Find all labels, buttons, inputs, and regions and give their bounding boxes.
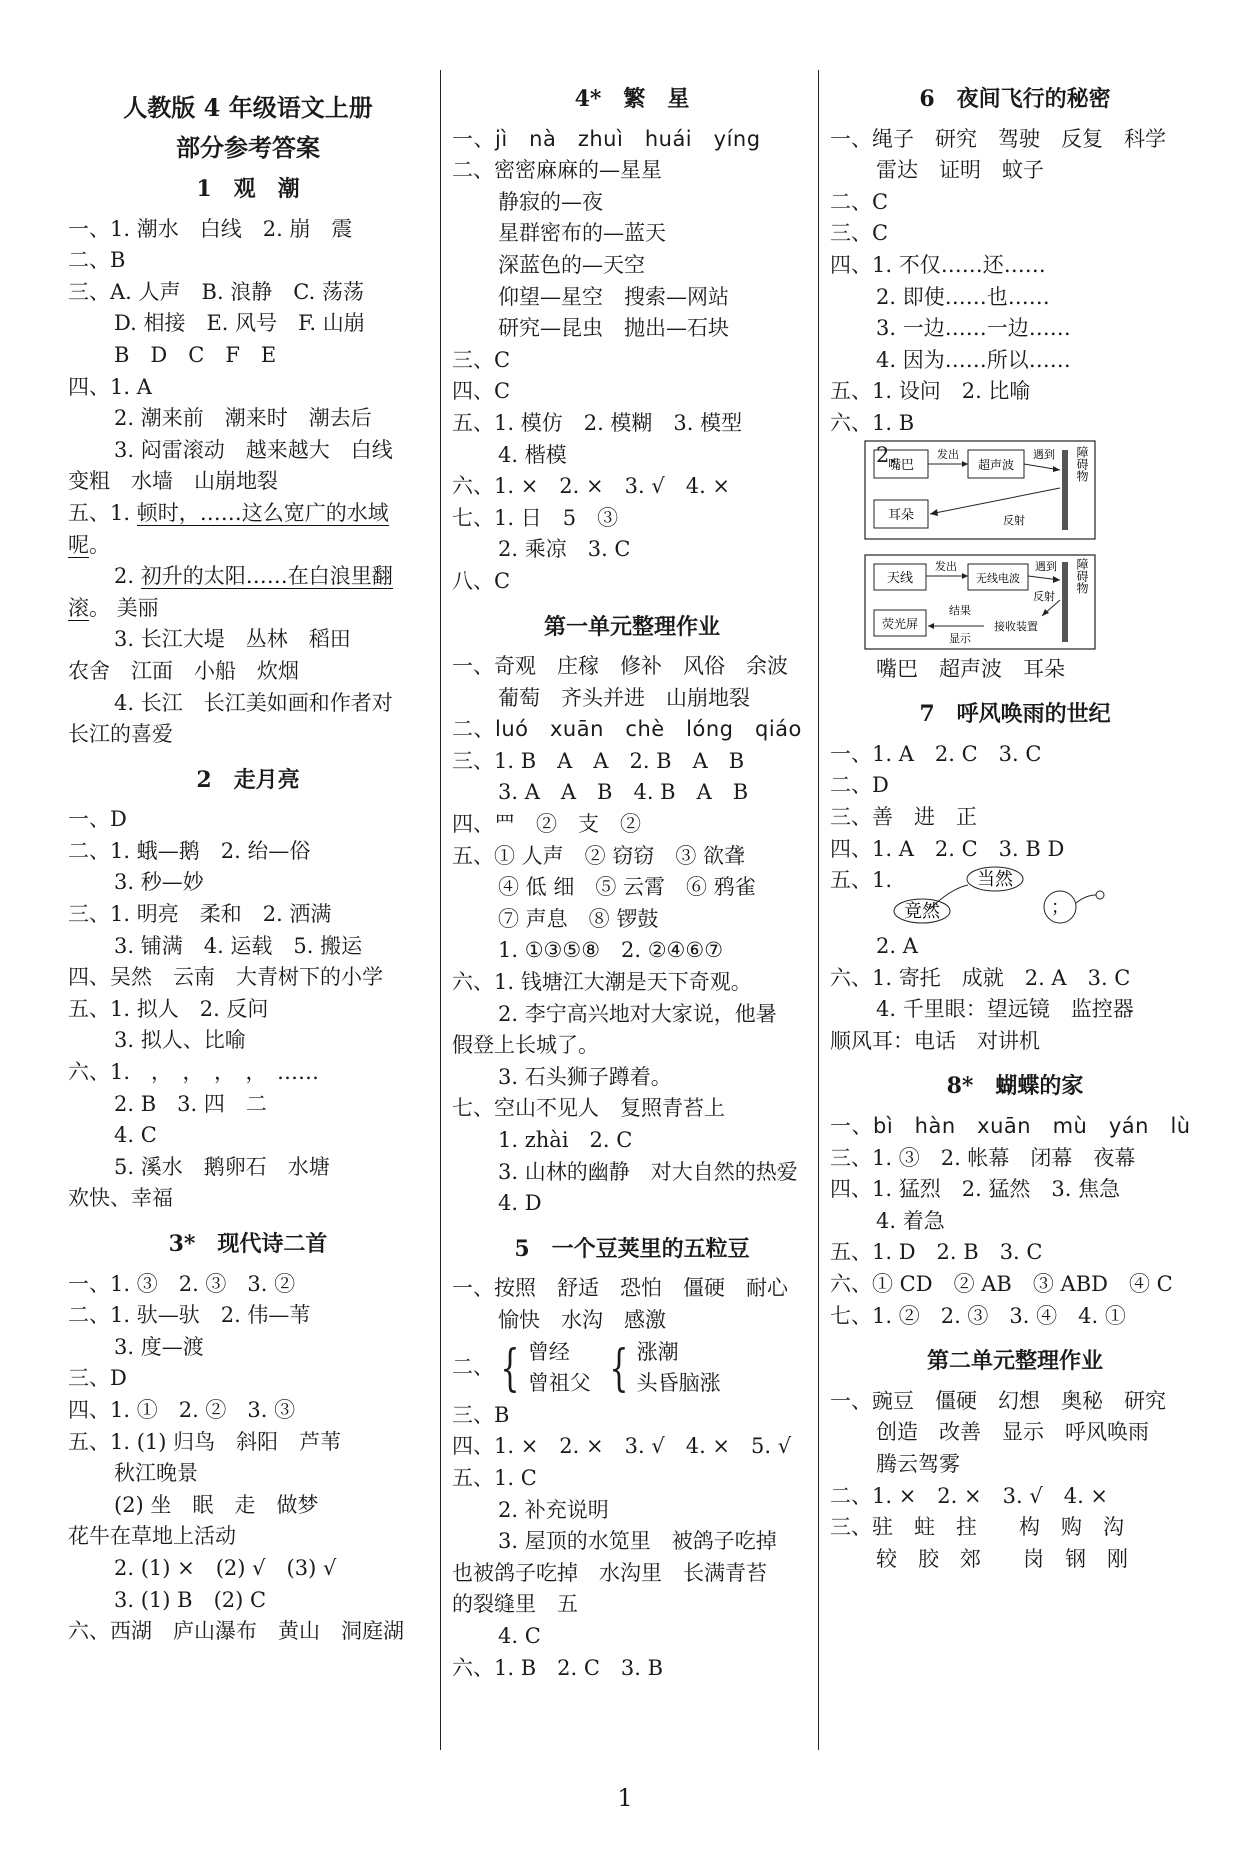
column-1 bbox=[68, 78, 428, 1648]
answer-line: 五、1. C bbox=[452, 1465, 537, 1490]
answer-line: 4. 楷模 bbox=[498, 442, 567, 467]
answer-line: 静寂的—夜 bbox=[498, 189, 603, 214]
display-label: 显示 bbox=[949, 631, 971, 645]
answer-line: 3. 山林的幽静 对大自然的热爱 bbox=[498, 1159, 798, 1184]
screen-label: 荧光屏 bbox=[881, 616, 919, 631]
answer-line: 六、1. 钱塘江大潮是天下奇观。 bbox=[452, 970, 752, 995]
reflect-label: 反射 bbox=[1033, 589, 1055, 603]
answer-line: 4. C bbox=[498, 1623, 541, 1648]
answer-line: 变粗 水墙 山崩地裂 bbox=[68, 469, 278, 494]
underlined-answer: 五、1. 顿时，……这么宽广的水域 bbox=[68, 500, 389, 525]
lesson-8-title: 8* 蝴蝶的家 bbox=[946, 1073, 1084, 1100]
answer-line: 六、西湖 庐山瀑布 黄山 洞庭湖 bbox=[68, 1619, 404, 1644]
answer-line: 二、C bbox=[830, 189, 889, 214]
answer-line: D. 相接 E. 风号 F. 山崩 bbox=[114, 311, 365, 336]
answer-line: 顺风耳：电话 对讲机 bbox=[830, 1028, 1040, 1053]
lesson-7-title: 7 呼风唤雨的世纪 bbox=[919, 701, 1111, 728]
answer-line: 2. (1) × (2) √ (3) √ bbox=[114, 1555, 337, 1580]
answer-line: 四、1. 不仅……还…… bbox=[830, 252, 1046, 277]
answer-line: 三、善 进 正 bbox=[830, 804, 977, 829]
answer-line: 2. A bbox=[876, 934, 918, 959]
answer-line: 一、绳子 研究 驾驶 反复 科学 bbox=[830, 126, 1166, 151]
answer-line: 三、C bbox=[452, 347, 511, 372]
answer-line: 三、驻 蛀 拄 构 购 沟 bbox=[830, 1515, 1124, 1540]
lesson-2-answers bbox=[68, 804, 428, 1215]
answer-line: 4. C bbox=[114, 1123, 157, 1148]
answer-line: 四、C bbox=[452, 379, 511, 404]
answer-line: 七、1. 日 5 ③ bbox=[452, 505, 619, 530]
answer-line: 五、1. 拟人 2. 反问 bbox=[68, 996, 269, 1021]
answer-line: 一、1. ③ 2. ③ 3. ② bbox=[68, 1271, 296, 1296]
lesson-6-title: 6 夜间飞行的秘密 bbox=[919, 86, 1111, 112]
ear-label: 耳朵 bbox=[887, 507, 915, 523]
answer-line: 六、1. ， ， ， ， …… bbox=[68, 1060, 320, 1085]
answer-line: 四、1. A 2. C 3. B D bbox=[830, 836, 1065, 861]
answer-line: 2. 补充说明 bbox=[498, 1497, 609, 1522]
book-title: 人教版 4 年级语文上册 bbox=[123, 93, 373, 122]
answer-line: (2) 坐 眠 走 做梦 bbox=[114, 1492, 319, 1517]
lesson-4-answers bbox=[452, 124, 812, 598]
answer-line: 4. 长江 长江美如画和作者对 bbox=[114, 690, 393, 715]
answer-line: 3. 屋顶的水笕里 被鸽子吃掉 bbox=[498, 1529, 777, 1554]
answer-line: 欢快、幸福 bbox=[68, 1186, 173, 1211]
meet-label: 遇到 bbox=[1035, 559, 1057, 573]
answer-line: 三、1. ③ 2. 帐幕 闭幕 夜幕 bbox=[830, 1145, 1136, 1170]
answer-line: 3. 铺满 4. 运载 5. 搬运 bbox=[114, 933, 363, 958]
lesson-4-title: 4* 繁 星 bbox=[574, 86, 690, 112]
semicolon-label: ； bbox=[1051, 897, 1069, 919]
answer-line: 二、1. 驮—驮 2. 伟—苇 bbox=[68, 1303, 311, 1328]
answer-line: 三、D bbox=[68, 1366, 127, 1391]
jingran-label: 竟然 bbox=[904, 901, 940, 923]
answer-line: 一、按照 舒适 恐怕 僵硬 耐心 bbox=[452, 1276, 788, 1301]
answer-line: 2. 潮来前 潮来时 潮去后 bbox=[114, 406, 372, 431]
answer-line: 一、D bbox=[68, 807, 127, 832]
dangran-label: 当然 bbox=[977, 869, 1013, 891]
column-2 bbox=[452, 78, 812, 1684]
answer-line: 腾云驾雾 bbox=[876, 1452, 960, 1476]
book-subtitle: 部分参考答案 bbox=[176, 133, 320, 162]
underlined-sentence: 初升的太阳……在白浪里翻 bbox=[140, 564, 393, 589]
lesson-3-answers bbox=[68, 1269, 428, 1648]
answer-line: 七、1. ② 2. ③ 3. ④ 4. ① bbox=[830, 1303, 1126, 1328]
emit-label: 发出 bbox=[935, 559, 957, 573]
diagram-block: 2. 嘴巴 发出 超声波 遇到 障碍物 耳朵 反射 天线 发出 无线电波 遇到 障碍物 荧光屏 结果 显示 接收装置 反射 bbox=[830, 440, 1200, 650]
lesson-6-answers bbox=[830, 124, 1200, 686]
antenna-label: 天线 bbox=[886, 570, 914, 586]
lesson-3-title: 3* 现代诗二首 bbox=[168, 1231, 328, 1257]
answer-line: 五、1. 模仿 2. 模糊 3. 模型 bbox=[452, 410, 743, 435]
answer-line: 六、1. × 2. × 3. √ 4. × bbox=[452, 474, 731, 499]
answer-line: 2. 李宁高兴地对大家说，他暑 bbox=[498, 1001, 777, 1026]
answer-line: 5. 溪水 鹅卵石 水塘 bbox=[114, 1154, 330, 1179]
answer-line: 葡萄 齐头并进 山崩地裂 bbox=[498, 685, 750, 710]
answer-line: 一、奇观 庄稼 修补 风俗 余波 bbox=[452, 654, 788, 679]
obstacle-label: 障碍物 bbox=[1075, 445, 1089, 482]
answer-line: 3. A A B 4. B A B bbox=[498, 780, 749, 805]
answer-line: 四、吴然 云南 大青树下的小学 bbox=[68, 965, 383, 990]
answer-line: 农舍 江面 小船 炊烟 bbox=[68, 658, 299, 683]
underlined-answer: 呢。 bbox=[68, 532, 110, 557]
answer-line: 二、密密麻麻的—星星 bbox=[452, 158, 662, 183]
answer-line: 二、1. 蛾—鹅 2. 绐—俗 bbox=[68, 838, 311, 863]
answer-line: 七、空山不见人 复照青苔上 bbox=[452, 1096, 725, 1121]
answer-line: 一、1. A 2. C 3. C bbox=[830, 741, 1042, 766]
answer-line: 四、罒 ② 支 ② bbox=[452, 812, 641, 837]
answer-line: 花牛在草地上活动 bbox=[68, 1524, 236, 1549]
answer-line: 3. (1) B (2) C bbox=[114, 1587, 267, 1612]
unit-2-answers bbox=[830, 1386, 1200, 1576]
underlined-answer: 滚。 美丽 bbox=[68, 595, 159, 620]
answer-line: 3. 一边……一边…… bbox=[876, 316, 1071, 341]
result-label: 结果 bbox=[949, 603, 971, 617]
answer-line: ⑦ 声息 ⑧ 锣鼓 bbox=[498, 906, 659, 931]
answer-line: 秋江晚景 bbox=[114, 1461, 198, 1486]
lesson-1-title: 1 观 潮 bbox=[196, 176, 300, 202]
answer-line: 四、1. ① 2. ② 3. ③ bbox=[68, 1397, 296, 1422]
answer-line: 的裂缝里 五 bbox=[452, 1592, 578, 1617]
underlined-sentence: 顿时，……这么宽广的水域 bbox=[136, 500, 389, 525]
answer-line: 四、1. × 2. × 3. √ 4. × 5. √ bbox=[452, 1434, 792, 1459]
answer-line: 3. 石头狮子蹲着。 bbox=[498, 1064, 672, 1089]
lesson-7-answers bbox=[830, 739, 1200, 1058]
answer-line: 愉快 水沟 感激 bbox=[498, 1307, 666, 1332]
radio-wave-label: 无线电波 bbox=[976, 571, 1020, 585]
answer-line: 2. 即使……也…… bbox=[876, 284, 1050, 309]
answer-line: 三、C bbox=[830, 221, 889, 246]
answer-line: 四、1. A bbox=[68, 374, 152, 399]
answer-line: 八、C bbox=[452, 568, 511, 593]
answer-line: ④ 低 细 ⑤ 云霄 ⑥ 鸦雀 bbox=[498, 875, 756, 900]
answer-line: 2. 乘凉 3. C bbox=[498, 537, 631, 562]
answer-line: 3. 拟人、比喻 bbox=[114, 1028, 246, 1053]
answer-line: 五、1. D 2. B 3. C bbox=[830, 1240, 1043, 1265]
answer-line: 六、1. 寄托 成就 2. A 3. C bbox=[830, 965, 1131, 990]
answer-line: 五、① 人声 ② 窃窃 ③ 欲聋 bbox=[452, 843, 746, 868]
answer-line: 三、1. 明亮 柔和 2. 洒满 bbox=[68, 902, 332, 927]
answer-line: 4. 千里眼：望远镜 监控器 bbox=[876, 997, 1134, 1022]
answer-line: 4. 着急 bbox=[876, 1208, 945, 1233]
unit-1-title: 第一单元整理作业 bbox=[543, 613, 720, 640]
answer-line: 3. 闷雷滚动 越来越大 白线 bbox=[114, 437, 393, 462]
answer-line: 研究—昆虫 抛出—石块 bbox=[498, 316, 729, 341]
lesson-8-answers bbox=[830, 1111, 1200, 1332]
answer-line: 四、1. 猛烈 2. 猛然 3. 焦急 bbox=[830, 1177, 1121, 1202]
lesson-2-title: 2 走月亮 bbox=[196, 766, 300, 793]
answer-line: 五、1. 设问 2. 比喻 bbox=[830, 379, 1031, 404]
answer-line: 六、1. B 2. C 3. B bbox=[452, 1655, 664, 1680]
answer-line: 嘴巴 超声波 耳朵 bbox=[876, 656, 1065, 681]
pinyin-line: 一、bì hàn xuān mù yán lù bbox=[830, 1114, 1191, 1139]
answer-line: 三、B bbox=[452, 1402, 510, 1427]
answer-line: 二、B bbox=[68, 248, 126, 273]
bat-echolocation-diagram bbox=[864, 440, 1096, 540]
radar-diagram bbox=[864, 554, 1096, 650]
lesson-1-answers bbox=[68, 214, 428, 751]
answer-line: 深蓝色的—天空 bbox=[498, 252, 645, 277]
page-number: 1 bbox=[617, 1784, 633, 1812]
underlined-answer: 2. 初升的太阳……在白浪里翻 bbox=[114, 564, 393, 589]
obstacle-label: 障碍物 bbox=[1075, 557, 1089, 594]
answer-line: 二、D bbox=[830, 773, 889, 798]
answer-line: 1. zhài 2. C bbox=[498, 1128, 633, 1152]
answer-line: B D C F E bbox=[114, 342, 277, 367]
answer-line: 1. ①③⑤⑧ 2. ②④⑥⑦ bbox=[498, 938, 724, 963]
answer-line: 五、1. (1) 归鸟 斜阳 芦苇 bbox=[68, 1429, 342, 1454]
answer-line: 雷达 证明 蚊子 bbox=[876, 158, 1044, 183]
answer-line: 一、1. 潮水 白线 2. 崩 震 bbox=[68, 216, 353, 241]
answer-line: 也被鸽子吃掉 水沟里 长满青苔 bbox=[452, 1560, 767, 1585]
unit-1-answers bbox=[452, 651, 812, 1220]
brace-icon: { bbox=[500, 1339, 520, 1398]
answer-line: 三、A. 人声 B. 浪静 C. 荡荡 bbox=[68, 279, 364, 304]
mouth-label: 嘴巴 bbox=[887, 457, 915, 473]
answer-line: 六、① CD ② AB ③ ABD ④ C bbox=[830, 1272, 1173, 1297]
meet-label: 遇到 bbox=[1033, 447, 1055, 461]
answer-line: 3. 度—渡 bbox=[114, 1334, 204, 1359]
obstacle-bar bbox=[1062, 562, 1068, 642]
answer-line: 3. 长江大堤 丛林 稻田 bbox=[114, 627, 351, 652]
answer-line: 仰望—星空 搜索—网站 bbox=[498, 284, 729, 309]
brace-group: 二、 { 曾经 曾祖父 { 涨潮 头昏脑涨 bbox=[452, 1339, 721, 1398]
column-divider-2 bbox=[818, 70, 819, 1750]
lesson-5-title: 5 一个豆荚里的五粒豆 bbox=[514, 1235, 750, 1262]
column-3 bbox=[830, 78, 1200, 1575]
unit-2-title: 第二单元整理作业 bbox=[926, 1348, 1103, 1375]
answer-line: 二、1. × 2. × 3. √ 4. × bbox=[830, 1483, 1109, 1508]
emit-label: 发出 bbox=[937, 447, 959, 461]
answer-line: 创造 改善 显示 呼风唤雨 bbox=[876, 1420, 1149, 1445]
answer-line: 三、1. B A A 2. B A B bbox=[452, 748, 745, 773]
answer-line: 六、1. B bbox=[830, 410, 915, 435]
answer-line: 2. B 3. 四 二 bbox=[114, 1091, 267, 1116]
punctuation-drawing bbox=[890, 865, 1120, 929]
lesson-5-answers bbox=[452, 1273, 812, 1684]
answer-line: 较 胶 郊 岗 钢 刚 bbox=[876, 1546, 1128, 1571]
answer-line: 4. D bbox=[498, 1191, 542, 1216]
answer-line: 一、豌豆 僵硬 幻想 奥秘 研究 bbox=[830, 1388, 1166, 1413]
obstacle-bar bbox=[1062, 450, 1068, 530]
ultrasound-label: 超声波 bbox=[977, 457, 1015, 472]
answer-line: 长江的喜爱 bbox=[68, 722, 173, 747]
answer-line: 假登上长城了。 bbox=[452, 1033, 599, 1058]
brace-icon: { bbox=[609, 1339, 629, 1398]
pinyin-line: 一、jì nà zhuì huái yíng bbox=[452, 126, 761, 151]
answer-line: 4. 因为……所以…… bbox=[876, 347, 1071, 372]
reflect-label: 反射 bbox=[1003, 513, 1025, 527]
column-divider-1 bbox=[440, 70, 441, 1750]
punctuation-answer: 五、1. 当然 竟然 ； bbox=[830, 865, 1200, 931]
receiver-label: 接收装置 bbox=[994, 619, 1038, 633]
answer-line: 3. 秒—妙 bbox=[114, 870, 204, 895]
answer-line: 星群密布的—蓝天 bbox=[498, 221, 666, 246]
pinyin-line: 二、luó xuān chè lóng qiáo bbox=[452, 717, 802, 742]
